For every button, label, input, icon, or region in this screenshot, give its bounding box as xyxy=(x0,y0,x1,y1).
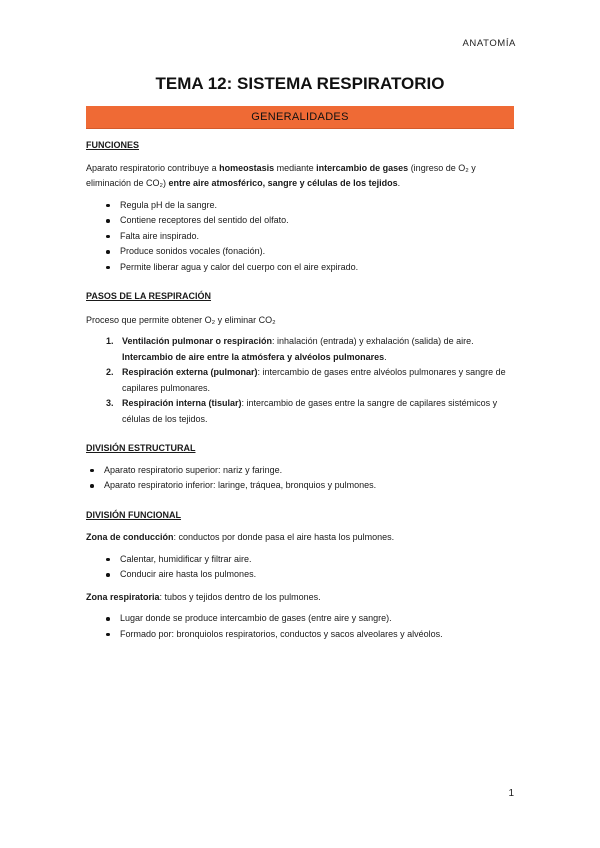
list-item: Aparato respiratorio inferior: laringe, tráquea, bronquios y pulmones. xyxy=(86,478,516,494)
list-item xyxy=(86,334,516,365)
list-item: Calentar, humidificar y filtrar aire. xyxy=(86,552,516,568)
intro-bold: entre aire atmosférico, sangre y células de los tejidos xyxy=(168,178,398,188)
list-item: Produce sonidos vocales (fonación). xyxy=(86,244,516,260)
intro-text: Aparato respiratorio contribuye a xyxy=(86,162,220,173)
intro-bold: homeostasis xyxy=(219,162,275,173)
list-item xyxy=(86,365,516,396)
zona-text: : tubos y tejidos dentro de los pulmones. xyxy=(159,591,321,602)
estructural-heading: DIVISIÓN ESTRUCTURAL xyxy=(86,443,196,453)
intro-bold: intercambio de gases xyxy=(316,162,409,173)
item-text: : intercambio de gases entre la sangre de capilares sistémicos y células de los tejidos. xyxy=(122,398,498,424)
zona-label: Zona de conducción xyxy=(86,532,174,542)
funciones-intro xyxy=(86,161,516,192)
list-item: Conducir aire hasta los pulmones. xyxy=(86,567,516,583)
intro-text: (ingreso de O₂ y eliminación de CO₂) xyxy=(86,162,476,188)
list-item: Contiene receptores del sentido del olfato. xyxy=(86,213,516,229)
funcional-heading: DIVISIÓN FUNCIONAL xyxy=(86,509,182,520)
item-term: Respiración externa (pulmonar) xyxy=(122,367,258,377)
item-term: Respiración interna (tisular) xyxy=(122,398,242,408)
pasos-list xyxy=(86,334,516,427)
pasos-heading: PASOS DE LA RESPIRACIÓN xyxy=(86,291,212,301)
funciones-heading: FUNCIONES xyxy=(86,140,140,150)
intro-text: mediante xyxy=(274,162,317,173)
item-text: . xyxy=(384,351,387,362)
item-number: 1. xyxy=(106,336,114,346)
page-title: TEMA 12: SISTEMA RESPIRATORIO xyxy=(155,74,445,93)
list-item xyxy=(86,396,516,427)
running-header: ANATOMÍA xyxy=(462,38,516,49)
item-term: Ventilación pulmonar o respiración xyxy=(122,336,273,346)
pasos-intro: Proceso que permite obtener O₂ y eliminar CO₂ xyxy=(86,314,276,325)
item-term: Intercambio de aire entre la atmósfera y alvéolos pulmonares xyxy=(122,351,385,362)
zona-respiratoria xyxy=(86,590,516,606)
item-text: : intercambio de gases entre alvéolos pulmonares y sangre de capilares pulmonares. xyxy=(122,367,506,393)
page-number: 1 xyxy=(508,788,514,799)
list-item: Formado por: bronquiolos respiratorios, conductos y sacos alveolares y alvéolos. xyxy=(86,627,516,643)
list-item: Falta aire inspirado. xyxy=(86,229,516,245)
zona-conduccion xyxy=(86,530,516,546)
conduccion-list xyxy=(86,552,516,583)
funciones-list xyxy=(86,198,516,276)
estructural-list xyxy=(86,463,516,494)
zona-label: Zona respiratoria xyxy=(86,591,160,602)
section-banner: GENERALIDADES xyxy=(86,106,514,129)
list-item: Regula pH de la sangre. xyxy=(86,198,516,214)
list-item: Permite liberar agua y calor del cuerpo con el aire expirado. xyxy=(86,260,516,276)
intro-text: . xyxy=(397,178,401,188)
list-item: Lugar donde se produce intercambio de gases (entre aire y sangre). xyxy=(86,611,516,627)
zona-text: : conductos por donde pasa el aire hasta los pulmones. xyxy=(173,532,395,542)
list-item: Aparato respiratorio superior: nariz y faringe. xyxy=(86,463,516,479)
item-number: 2. xyxy=(106,367,114,377)
item-number: 3. xyxy=(106,398,114,408)
content xyxy=(86,138,516,642)
item-text: : inhalación (entrada) y exhalación (salida) de aire. xyxy=(272,336,474,346)
respiratoria-list xyxy=(86,611,516,642)
